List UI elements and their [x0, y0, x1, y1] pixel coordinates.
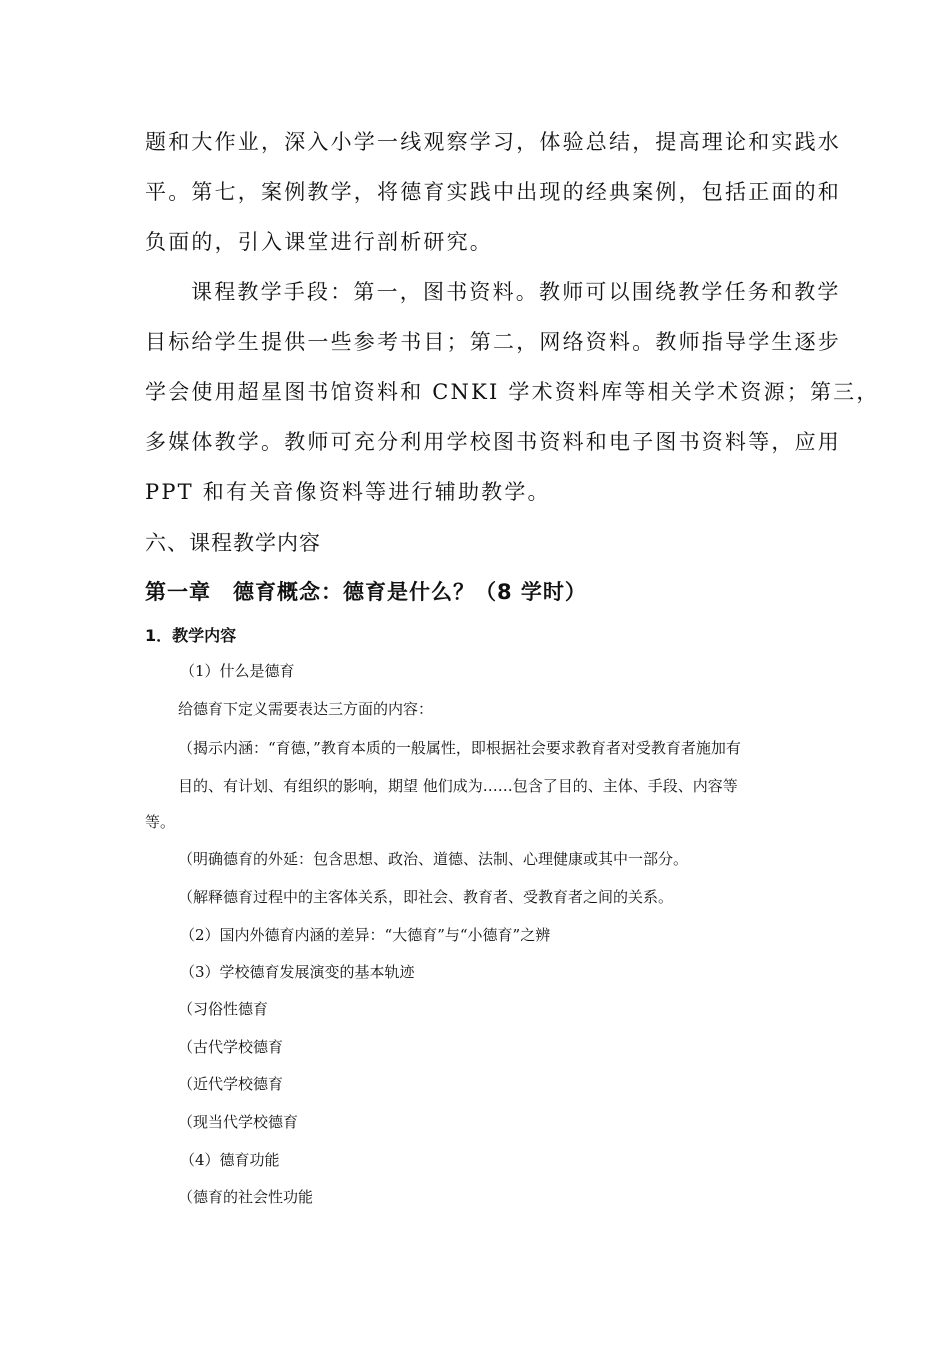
- content-line: （解释德育过程中的主客体关系，即社会、教育者、受教育者之间的关系。: [178, 888, 674, 906]
- content-line: 给德育下定义需要表达三方面的内容：: [178, 700, 434, 718]
- text-line: 负面的，引入课堂进行剖析研究。: [145, 230, 493, 254]
- content-line: （现当代学校德育: [178, 1113, 299, 1131]
- text-line: 学会使用超星图书馆资料和 CNKI 学术资料库等相关学术资源；第三，: [145, 380, 880, 404]
- paragraph-teaching-means: [145, 267, 880, 517]
- chapter-heading: 第一章 德育概念：德育是什么？（8 学时）: [145, 580, 587, 604]
- section-heading: 六、课程教学内容: [145, 531, 321, 555]
- text-line: 平。第七，案例教学，将德育实践中出现的经典案例，包括正面的和: [145, 180, 841, 204]
- content-line: 目的、有计划、有组织的影响，期望 他们成为……包含了目的、主体、手段、内容等: [178, 777, 738, 795]
- content-line: （明确德育的外延：包含思想、政治、道德、法制、心理健康或其中一部分。: [178, 850, 689, 868]
- content-line: （德育的社会性功能: [178, 1188, 314, 1206]
- content-line: （1）什么是德育: [180, 662, 295, 680]
- content-line: （3）学校德育发展演变的基本轨迹: [180, 963, 415, 981]
- text-line: 题和大作业，深入小学一线观察学习，体验总结，提高理论和实践水: [145, 130, 841, 154]
- text-line: PPT 和有关音像资料等进行辅助教学。: [145, 480, 551, 504]
- content-line: （古代学校德育: [178, 1038, 284, 1056]
- sub-heading: 1．教学内容: [145, 626, 237, 645]
- text-line: 课程教学手段：第一，图书资料。教师可以围绕教学任务和教学: [191, 280, 841, 304]
- content-line: （2）国内外德育内涵的差异：“大德育”与“小德育”之辨: [180, 926, 551, 944]
- content-line: （习俗性德育: [178, 1000, 269, 1018]
- text-line: 目标给学生提供一些参考书目；第二，网络资料。教师指导学生逐步: [145, 330, 841, 354]
- content-line: （近代学校德育: [178, 1075, 284, 1093]
- content-line: 等。: [145, 813, 176, 831]
- content-line: （4）德育功能: [180, 1151, 280, 1169]
- paragraph-teaching-methods-end: [145, 117, 841, 267]
- text-line: 多媒体教学。教师可充分利用学校图书资料和电子图书资料等，应用: [145, 430, 841, 454]
- content-line: （揭示内涵：“育德，”教育本质的一般属性，即根据社会要求教育者对受教育者施加有: [178, 739, 741, 757]
